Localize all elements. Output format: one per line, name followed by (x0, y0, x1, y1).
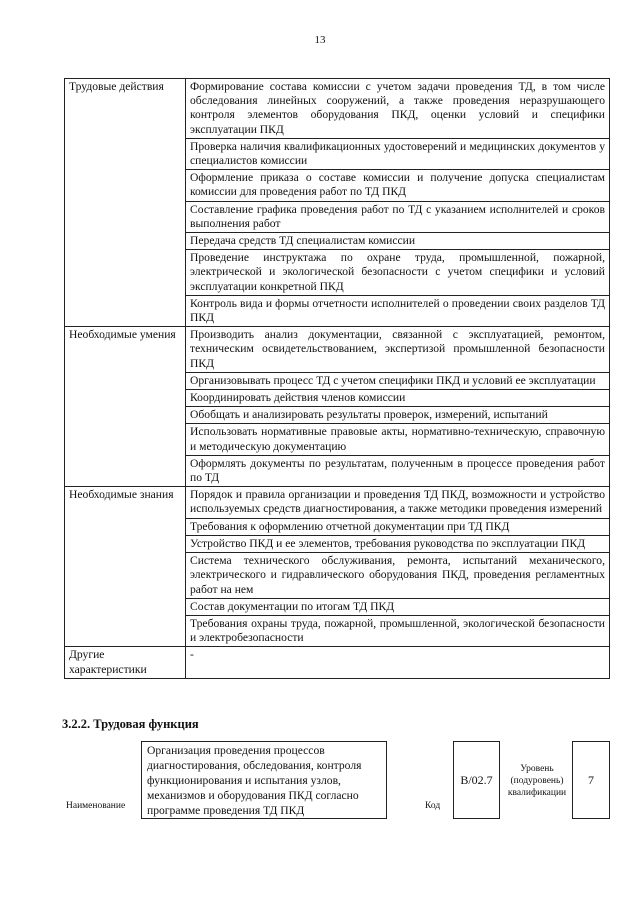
row-heading: Трудовые действия (65, 79, 186, 327)
table-cell: Организовывать процесс ТД с учетом специфики ПКД и условий ее эксплуатации (186, 372, 610, 389)
table-cell: Устройство ПКД и ее элементов, требования руководства по эксплуатации ПКД (186, 535, 610, 552)
name-label: Наименование (66, 801, 126, 811)
table-body (65, 79, 610, 679)
table-cell: Система технического обслуживания, ремонта, испытаний механического, электрического и гидравлического оборудования ПКД, проведения регламентных работ на нем (186, 553, 610, 599)
section-title: 3.2.2. Трудовая функция (62, 717, 199, 731)
page-number: 13 (314, 34, 326, 46)
table-cell: Состав документации по итогам ТД ПКД (186, 598, 610, 615)
table-cell: Оформлять документы по результатам, полученным в процессе проведения работ по ТД (186, 455, 610, 486)
qualification-level-box: 7 (572, 741, 610, 819)
table-row (65, 327, 610, 373)
table-cell: Составление графика проведения работ по ТД с указанием исполнителей и сроков выполнения работ (186, 201, 610, 232)
table-cell: Оформление приказа о составе комиссии и получение допуска специалистам комиссии для проведения работ по ТД ПКД (186, 170, 610, 201)
table-cell: Обобщать и анализировать результаты проверок, измерений, испытаний (186, 407, 610, 424)
labor-function-table (64, 78, 610, 679)
table-row (65, 647, 610, 678)
table-cell: Передача средств ТД специалистам комиссии (186, 233, 610, 250)
qualification-level-label: Уровень (подуровень) квалификации (507, 764, 567, 798)
table-cell: - (186, 647, 610, 678)
table-cell: Проверка наличия квалификационных удостоверений и медицинских документов у специалистов комиссии (186, 138, 610, 169)
table-cell: Формирование состава комиссии с учетом задачи проведения ТД, в том числе обследования линейных сооружений, а также проведения неразрушающего контроля элементов оборудования ПКД, оценки условий и специфики эксплуатации ПКД (186, 79, 610, 139)
table-cell: Порядок и правила организации и проведения ТД ПКД, возможности и устройство используемых средств диагностирования, а также методики проведения измерений (186, 487, 610, 518)
row-heading: Другие характеристики (65, 647, 186, 678)
row-heading: Необходимые знания (65, 487, 186, 647)
code-label: Код (425, 801, 441, 811)
function-name-box: Организация проведения процессов диагностирования, обследования, контроля функционирования и испытания узлов, механизмов и оборудования ПКД согласно программе проведения ТД ПКД (141, 741, 387, 819)
table-cell: Требования к оформлению отчетной документации при ТД ПКД (186, 518, 610, 535)
function-code-box: B/02.7 (453, 741, 500, 819)
table-cell: Контроль вида и формы отчетности исполнителей о проведении своих разделов ТД ПКД (186, 295, 610, 326)
table-cell: Использовать нормативные правовые акты, нормативно-техническую, справочную и методическую документацию (186, 424, 610, 455)
table-row (65, 487, 610, 518)
row-heading: Необходимые умения (65, 327, 186, 487)
table-row (65, 79, 610, 139)
table-cell: Производить анализ документации, связанной с эксплуатацией, ремонтом, техническим освидетельствованием, экспертизой промышленной безопасности ПКД (186, 327, 610, 373)
table-cell: Требования охраны труда, пожарной, промышленной, экологической безопасности и электробезопасности (186, 615, 610, 646)
table-cell: Координировать действия членов комиссии (186, 390, 610, 407)
table-cell: Проведение инструктажа по охране труда, промышленной, пожарной, электрической и экологической безопасности с учетом специфики и условий эксплуатации конкретной ПКД (186, 250, 610, 296)
